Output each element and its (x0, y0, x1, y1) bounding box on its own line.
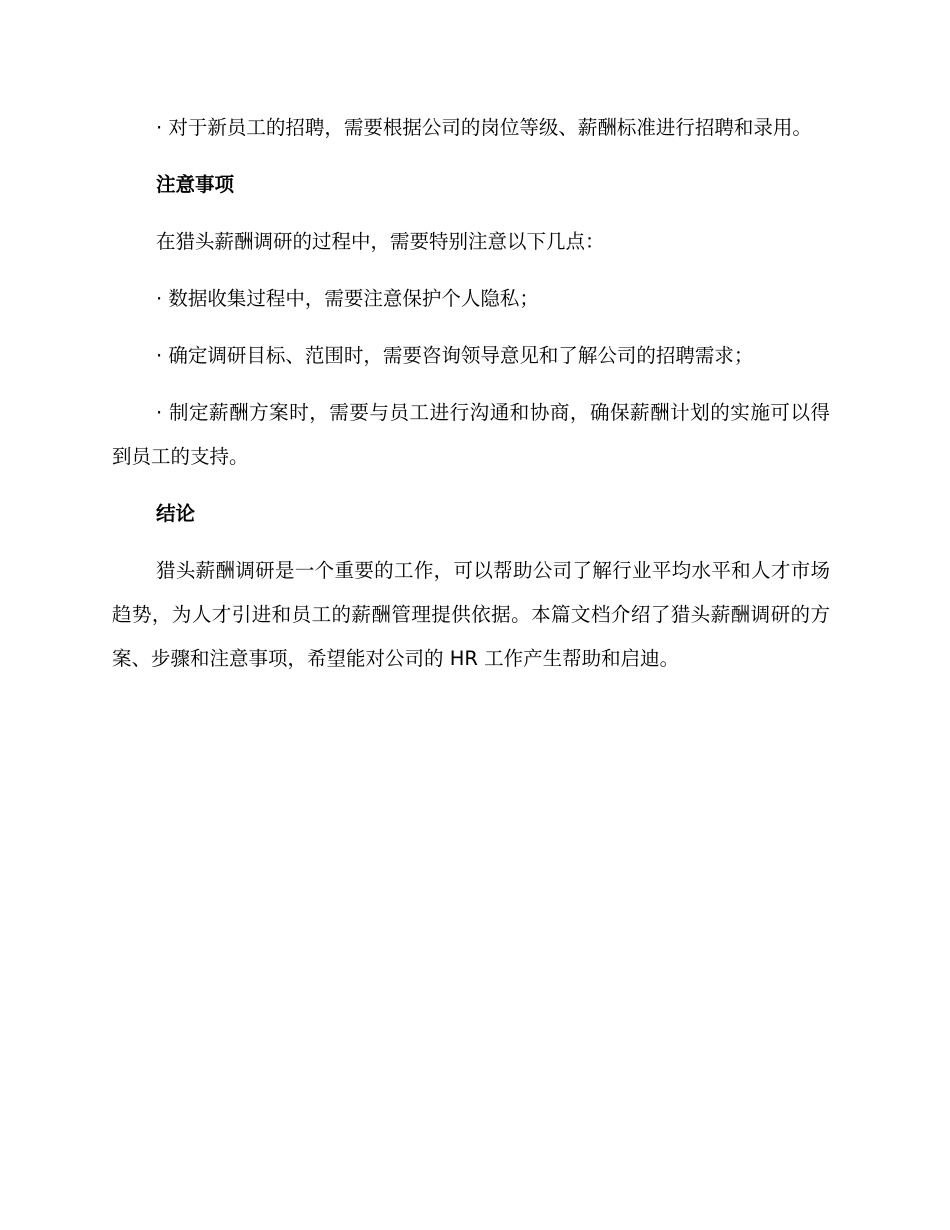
precautions-intro: 在猎头薪酬调研的过程中，需要特别注意以下几点： (156, 230, 605, 253)
spacer (112, 264, 830, 277)
bullet-salary-plan: · 制定薪酬方案时，需要与员工进行沟通和协商，确保薪酬计划的实施可以得到员工的支持。 (112, 401, 830, 468)
spacer (112, 378, 830, 391)
section-heading-precautions: 注意事项 (156, 173, 235, 196)
bullet-privacy: · 数据收集过程中，需要注意保护个人隐私； (156, 287, 539, 310)
spacer (112, 150, 830, 163)
spacer (112, 321, 830, 334)
spacer (112, 479, 830, 492)
conclusion-paragraph: 猎头薪酬调研是一个重要的工作，可以帮助公司了解行业平均水平和人才市场趋势，为人才引进和员工的薪酬管理提供依据。本篇文档介绍了猎头薪酬调研的方案、步骤和注意事项，希望能对公司的 HR 工作产生帮助和启迪。 (112, 559, 830, 670)
bullet-new-hire-recruitment: · 对于新员工的招聘，需要根据公司的岗位等级、薪酬标准进行招聘和录用。 (156, 116, 812, 139)
spacer (112, 207, 830, 220)
spacer (112, 536, 830, 549)
section-heading-conclusion: 结论 (156, 502, 196, 525)
bullet-research-scope: · 确定调研目标、范围时，需要咨询领导意见和了解公司的招聘需求； (156, 344, 754, 367)
document-page (112, 106, 830, 681)
